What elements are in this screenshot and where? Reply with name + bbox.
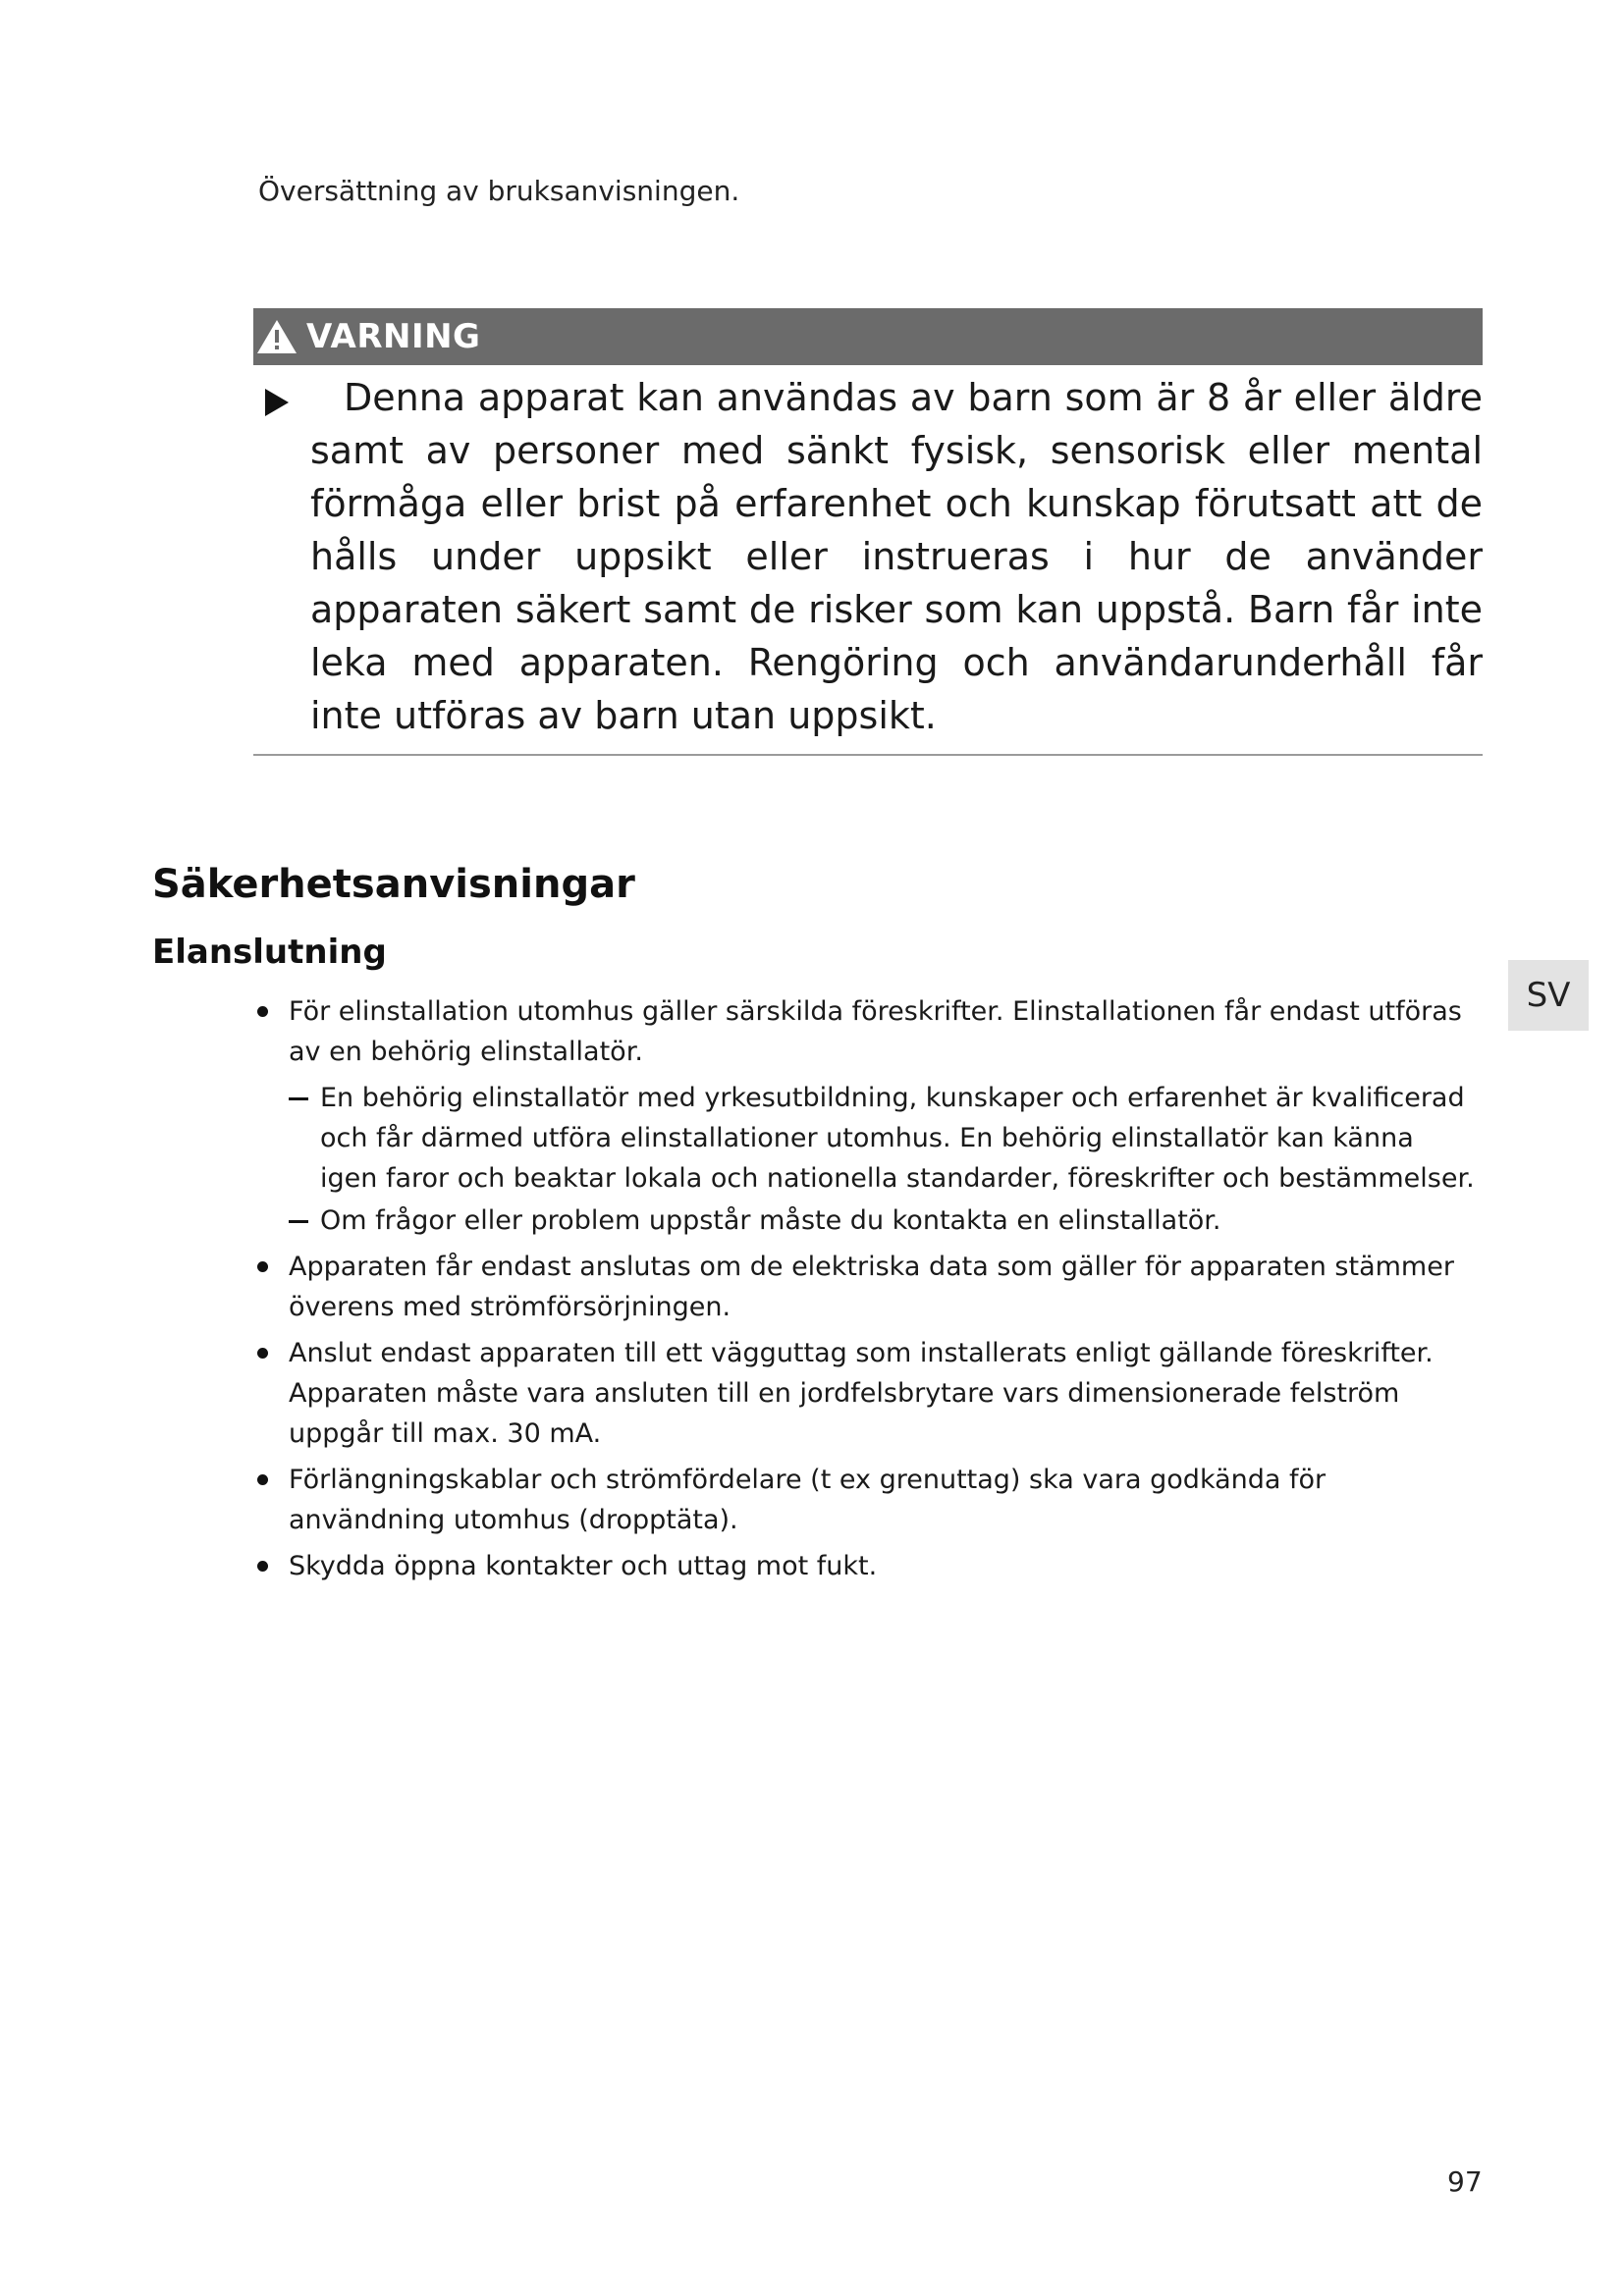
sub-list-item [253, 1078, 1479, 1199]
list-item: Skydda öppna kontakter och uttag mot fukt. [253, 1546, 1479, 1586]
list-item: Anslut endast apparaten till ett vägguttag som installerats enligt gällande föreskrifter. Apparaten måste vara ansluten till en jordfelsbrytare vars dimensionerade felström uppgår till max. 30 mA. [253, 1333, 1479, 1454]
sub-list-item-text: En behörig elinstallatör med yrkesutbildning, kunskaper och erfarenhet är kvalificerad och får därmed utföra elinstallationer utomhus. En behörig elinstallatör kan känna igen faror och beaktar lokala och nationella standarder, föreskrifter och bestämmelser. [320, 1083, 1475, 1194]
language-tab: SV [1508, 960, 1589, 1031]
section-title: Säkerhetsanvisningar [152, 862, 635, 907]
list-item: Förlängningskablar och strömfördelare (t ex grenuttag) ska vara godkända för användning utomhus (dropptäta). [253, 1460, 1479, 1540]
document-subtitle: Översättning av bruksanvisningen. [258, 175, 740, 207]
warning-text: Denna apparat kan användas av barn som är 8 år eller äldre samt av personer med sänkt fysisk, sensorisk eller mental förmåga eller brist på erfarenhet och kunskap förutsatt att de hålls under uppsikt eller instrueras i hur de använder apparaten säkert samt de risker som kan uppstå. Barn får inte leka med apparaten. Rengöring och användarunderhåll får inte utföras av barn utan uppsikt. [310, 376, 1483, 737]
page-number: 97 [1447, 2165, 1483, 2198]
warning-title: VARNING [306, 317, 481, 356]
safety-list [253, 991, 1479, 1592]
arrow-right-icon [265, 389, 289, 416]
subsection-title: Elanslutning [152, 933, 387, 972]
warning-triangle-icon [255, 318, 298, 355]
sub-list-item [253, 1201, 1479, 1241]
sub-list-item-text: Om frågor eller problem uppstår måste du kontakta en elinstallatör. [320, 1205, 1221, 1236]
warning-body [253, 371, 1483, 756]
warning-banner [253, 308, 1483, 365]
list-item: Apparaten får endast anslutas om de elektriska data som gäller för apparaten stämmer överens med strömförsörjningen. [253, 1247, 1479, 1327]
list-item: För elinstallation utomhus gäller särskilda föreskrifter. Elinstallationen får endast utföras av en behörig elinstallatör. [253, 991, 1479, 1072]
